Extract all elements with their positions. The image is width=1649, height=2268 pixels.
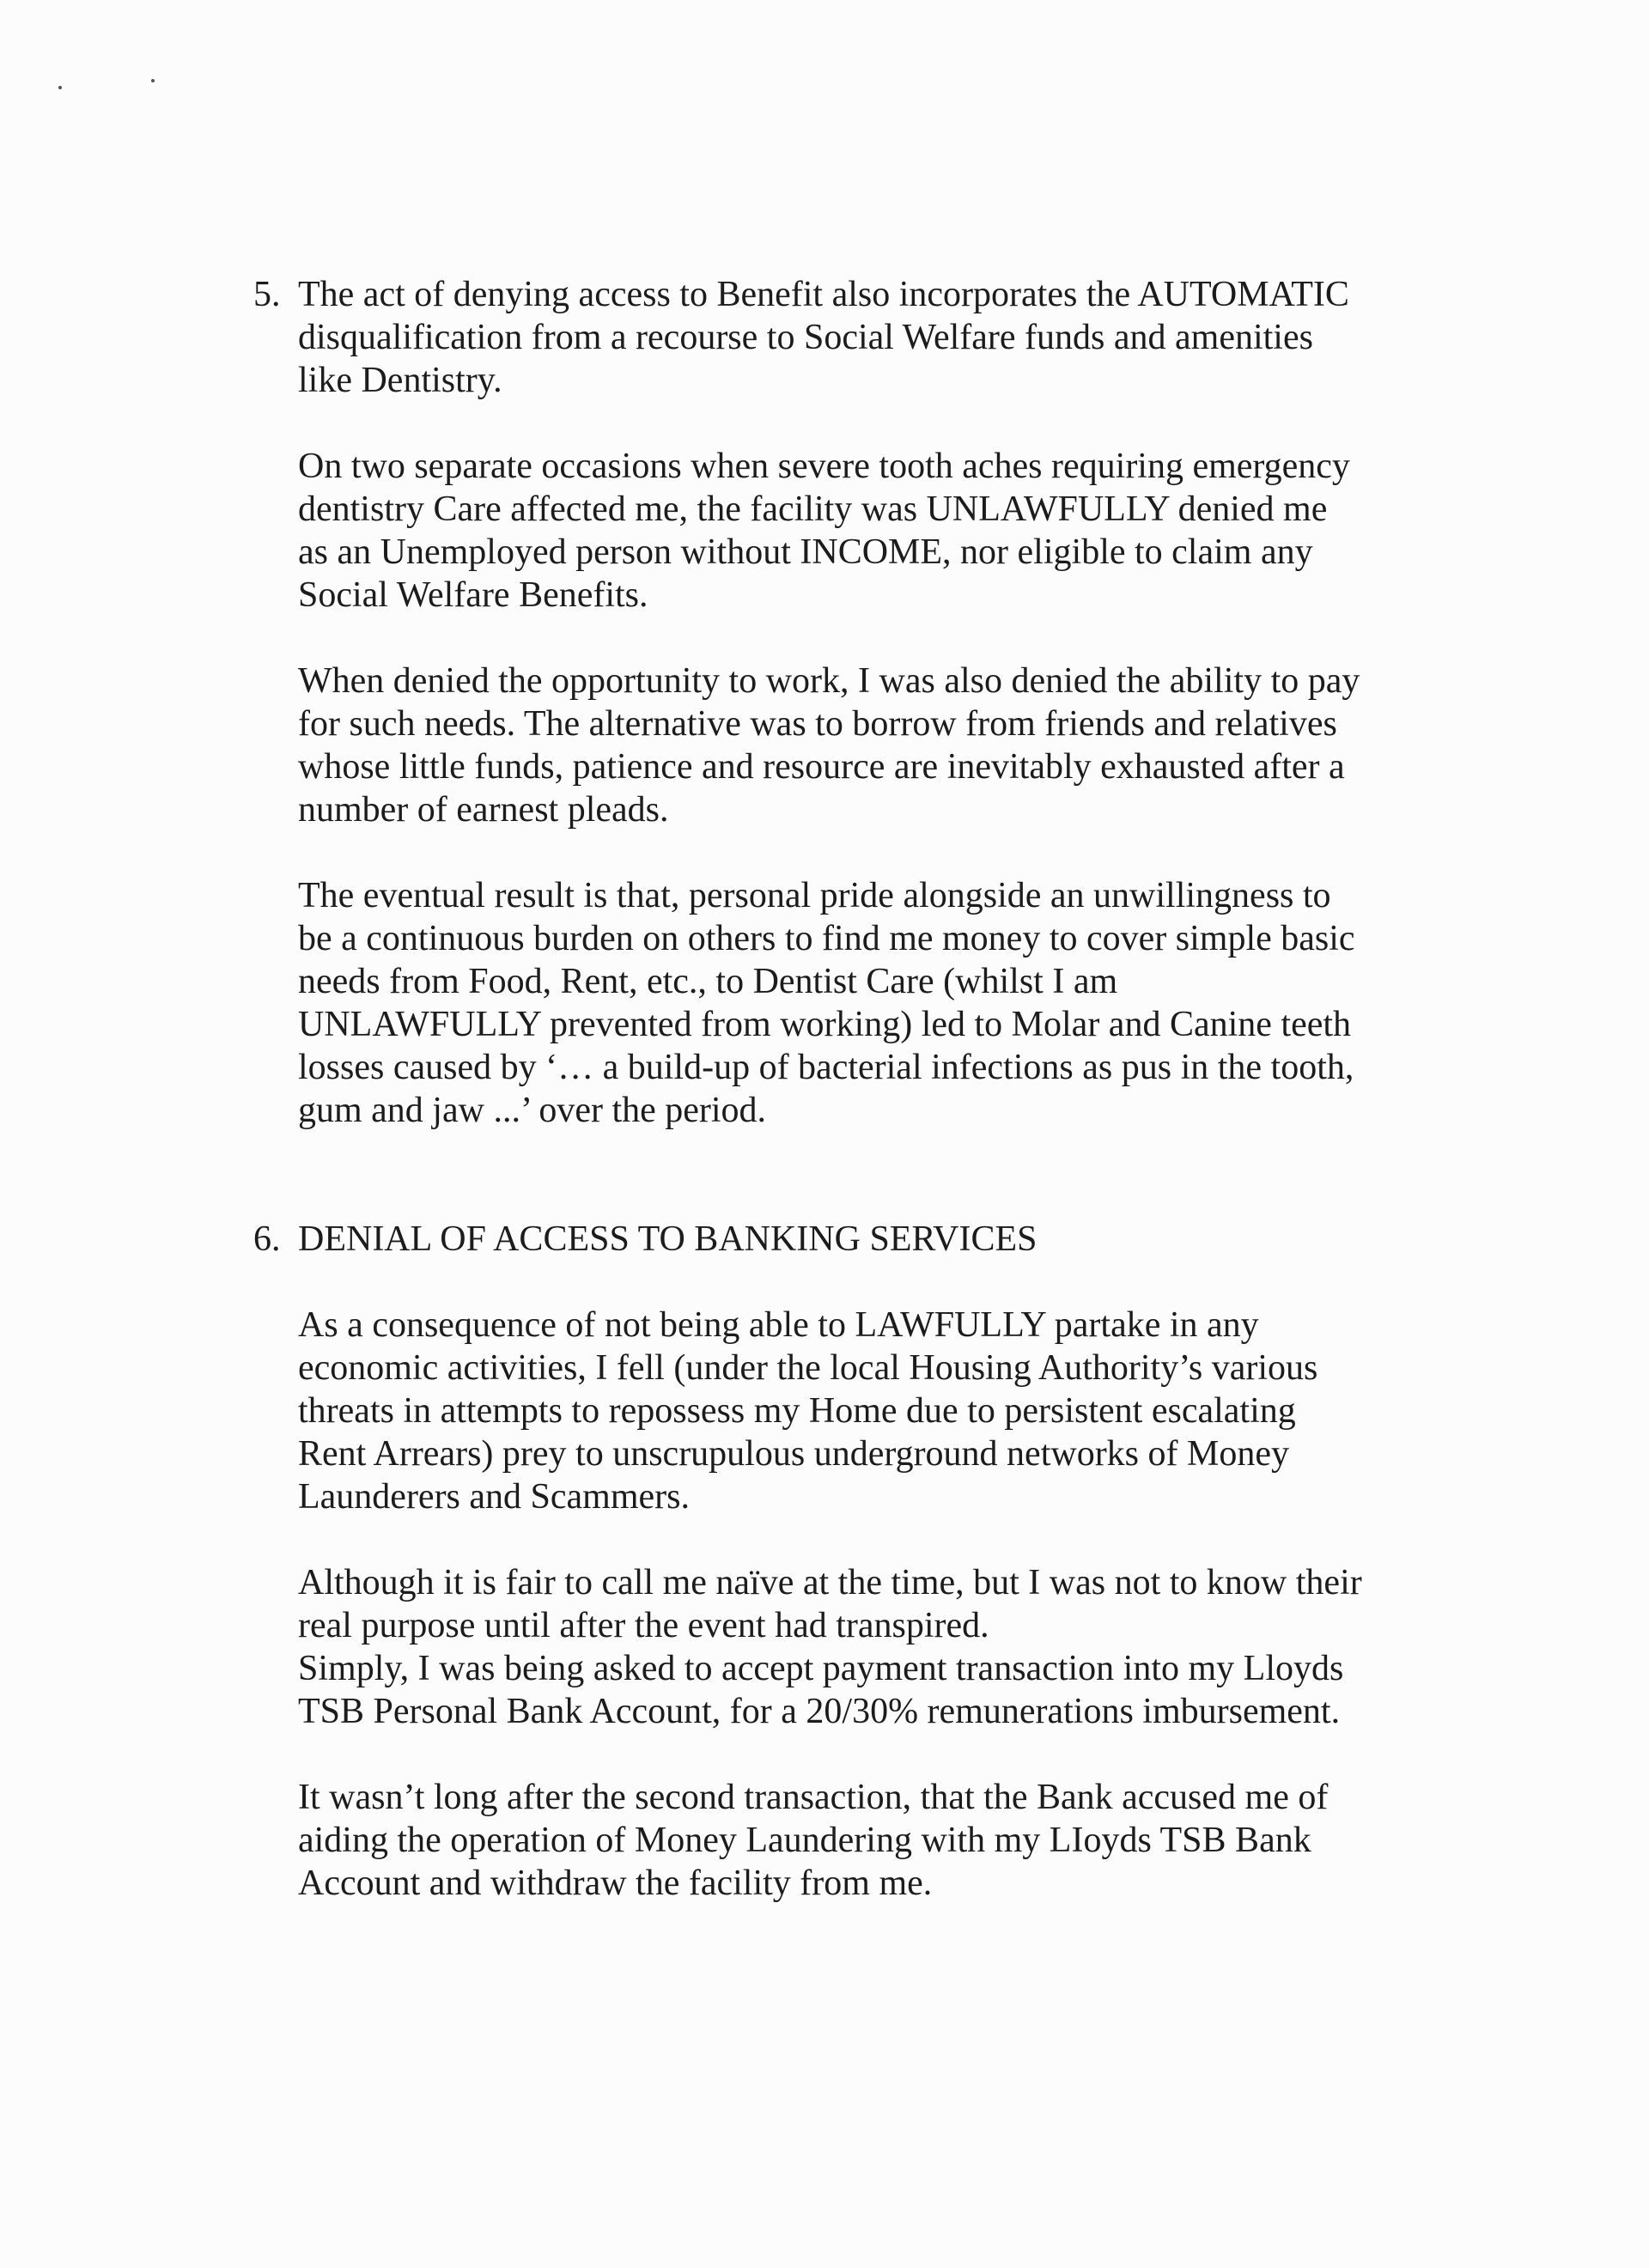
paragraph [298,273,1415,402]
text-line: threats in attempts to repossess my Home due to persistent escalating [298,1391,1296,1431]
text-line: On two separate occasions when severe tooth aches requiring emergency [298,447,1350,486]
item-number: 5. [253,275,281,314]
document-body [253,273,1415,1948]
text-line: Social Welfare Benefits. [298,575,648,615]
text-line: gum and jaw ...’ over the period. [298,1091,767,1130]
text-line: needs from Food, Rent, etc., to Dentist Care (whilst I am [298,962,1118,1001]
text-line: The eventual result is that, personal pride alongside an unwillingness to [298,876,1331,915]
paragraph [298,1304,1415,1518]
text-line: aiding the operation of Money Laundering with my LIoyds TSB Bank [298,1821,1311,1860]
paragraph [298,1561,1415,1733]
text-line: Although it is fair to call me naïve at the time, but I was not to know their [298,1563,1362,1602]
paragraph [298,445,1415,617]
numbered-item-5 [253,273,1415,1132]
item-number: 6. [253,1219,281,1259]
section-heading [298,1218,1415,1261]
text-line: whose little funds, patience and resource are inevitably exhausted after a [298,747,1345,787]
text-line: disqualification from a recourse to Social Welfare funds and amenities [298,318,1313,357]
text-line: It wasn’t long after the second transaction, that the Bank accused me of [298,1778,1329,1817]
text-line: like Dentistry. [298,361,502,400]
text-line: Launderers and Scammers. [298,1477,690,1517]
scan-speck [58,86,62,89]
text-line: be a continuous burden on others to find me money to cover simple basic [298,919,1355,958]
text-line: When denied the opportunity to work, I was also denied the ability to pay [298,661,1360,701]
text-line: dentistry Care affected me, the facility was UNLAWFULLY denied me [298,489,1328,529]
text-line: economic activities, I fell (under the local Housing Authority’s various [298,1348,1318,1388]
text-line: UNLAWFULLY prevented from working) led to Molar and Canine teeth [298,1005,1352,1044]
text-line: losses caused by ‘… a build-up of bacterial infections as pus in the tooth, [298,1048,1354,1087]
paragraph [298,874,1415,1132]
paragraph [298,660,1415,831]
text-line: Rent Arrears) prey to unscrupulous underground networks of Money [298,1434,1289,1474]
heading-text: DENIAL OF ACCESS TO BANKING SERVICES [298,1219,1037,1259]
paragraph [298,1776,1415,1905]
scan-speck [151,79,155,82]
text-line: real purpose until after the event had transpired. [298,1606,989,1645]
text-line: as an Unemployed person without INCOME, nor eligible to claim any [298,532,1313,572]
text-line: Simply, I was being asked to accept payment transaction into my Lloyds [298,1649,1344,1688]
text-line: number of earnest pleads. [298,790,669,830]
text-line: for such needs. The alternative was to borrow from friends and relatives [298,704,1337,744]
text-line: The act of denying access to Benefit also incorporates the AUTOMATIC [298,275,1349,314]
numbered-item-6 [253,1218,1415,1905]
text-line: TSB Personal Bank Account, for a 20/30% remunerations imbursement. [298,1692,1341,1731]
text-line: As a consequence of not being able to LAWFULLY partake in any [298,1305,1259,1345]
text-line: Account and withdraw the facility from me. [298,1864,933,1903]
